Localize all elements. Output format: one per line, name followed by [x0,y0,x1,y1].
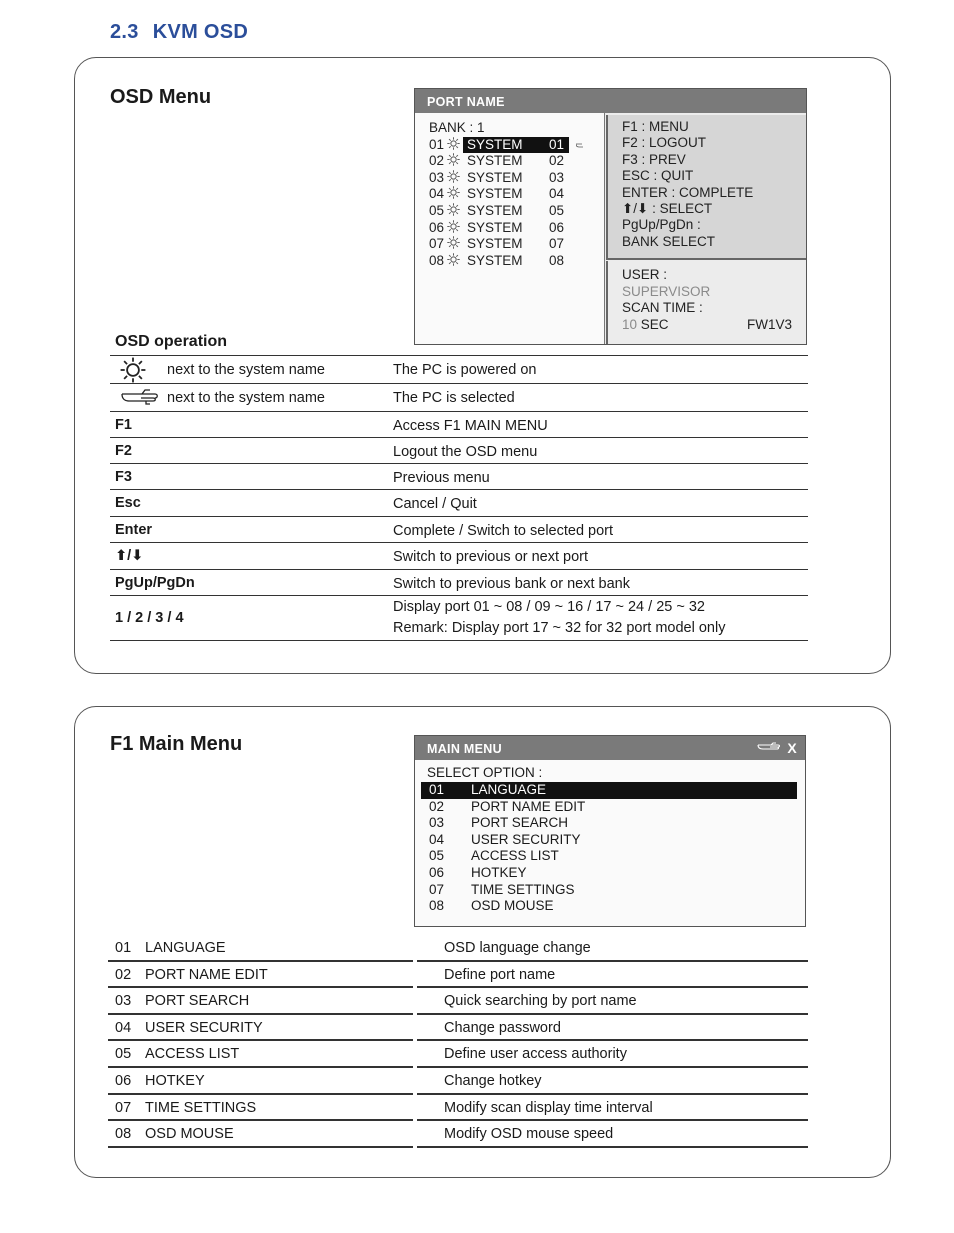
section-number: 2.3 [110,21,139,43]
operation-desc: Complete / Switch to selected port [393,523,614,539]
menu-item-label: ACCESS LIST [471,848,559,864]
main-menu-row-desc: Change hotkey [444,1072,542,1089]
port-index: 06 [549,219,565,235]
operation-row [110,542,808,569]
port-row[interactable] [429,137,569,154]
sun-icon [447,170,463,183]
operation-desc: Switch to previous or next port [393,549,589,565]
port-row[interactable] [429,253,569,270]
menu-item-number: 04 [429,831,445,847]
bank-label: BANK : 1 [429,120,485,135]
operation-key: PgUp/PgDn [115,575,195,591]
operation-desc: The PC is powered on [393,362,537,378]
port-row[interactable] [429,220,569,237]
port-row[interactable] [429,153,569,170]
port-index: 03 [549,169,565,185]
close-icon[interactable]: X [787,740,797,756]
menu-item-port-name-edit[interactable] [421,799,797,816]
menu-item-time-settings[interactable] [421,882,797,899]
main-menu-row-number: 07 [115,1099,132,1116]
operation-row [110,516,808,542]
port-row[interactable] [429,203,569,220]
menu-item-label: HOTKEY [471,864,527,880]
main-menu-row-desc: Change password [444,1019,561,1036]
port-index: 04 [549,186,565,202]
menu-item-label: USER SECURITY [471,831,581,847]
help-pane [606,115,806,260]
main-menu-row-name: PORT NAME EDIT [145,966,268,983]
operation-key: F3 [115,469,132,485]
operation-row [110,489,808,516]
operation-desc: Access F1 MAIN MENU [393,418,548,434]
operation-row [110,595,808,641]
main-menu-row-number: 03 [115,993,132,1010]
port-name: SYSTEM [467,186,523,202]
hand-icon [576,142,584,148]
main-menu-row [108,1068,808,1095]
port-index: 01 [549,137,569,154]
sun-icon [120,357,146,383]
operation-key: 1 / 2 / 3 / 4 [115,610,184,626]
menu-item-osd-mouse[interactable] [421,898,797,915]
operation-row [110,463,808,489]
section-name: KVM OSD [152,21,249,43]
main-menu-row-number: 02 [115,966,132,983]
help-item: BANK SELECT [622,233,716,249]
main-menu-row [108,935,808,962]
column-gap [413,1146,417,1148]
operation-key: Esc [115,495,141,511]
port-number: 06 [429,219,445,235]
main-menu-row [108,988,808,1015]
main-menu-row [108,1041,808,1068]
port-number: 04 [429,186,445,202]
sun-icon [447,253,463,266]
menu-item-number: 08 [429,898,445,914]
operation-key: next to the system name [167,362,325,378]
help-item: F3 : PREV [622,151,686,167]
sun-icon [447,153,463,166]
user-value: SUPERVISOR [622,283,711,299]
user-info-pane [606,261,806,344]
operation-row [110,437,808,463]
sun-icon [447,236,463,249]
port-name: SYSTEM [467,153,523,169]
sun-icon [447,203,463,216]
operation-desc: The PC is selected [393,390,515,406]
port-number: 08 [429,252,445,268]
main-menu-row-number: 01 [115,940,132,956]
osd-menu-heading: OSD Menu [110,86,212,108]
main-menu-row-number: 06 [115,1072,132,1089]
port-name: SYSTEM [467,169,523,185]
main-menu-row-number: 04 [115,1019,132,1036]
main-menu-row [108,1121,808,1148]
main-menu-row-name: ACCESS LIST [145,1046,240,1063]
operation-desc: Switch to previous bank or next bank [393,576,630,592]
operation-desc: Cancel / Quit [393,496,477,512]
section-title [110,21,248,44]
port-index: 05 [549,202,565,218]
hand-icon [120,388,160,406]
port-list-pane [415,113,605,344]
main-menu-row-desc: Modify scan display time interval [444,1099,653,1116]
port-name: SYSTEM [467,252,523,268]
main-menu-row-name: TIME SETTINGS [145,1099,257,1116]
help-item: PgUp/PgDn : [622,217,701,233]
main-menu-row-number: 08 [115,1126,132,1143]
sun-icon [447,220,463,233]
main-menu-row-name: PORT SEARCH [145,993,250,1010]
main-menu-row-desc: Quick searching by port name [444,993,637,1010]
operation-row [110,383,808,411]
sun-icon [447,186,463,199]
port-row[interactable] [429,236,569,253]
osd-operation-heading: OSD operation [115,333,228,350]
port-name: SYSTEM [467,236,523,252]
operation-row [110,411,808,437]
osd-port-name-screen [414,88,807,345]
main-menu-row-number: 05 [115,1046,132,1063]
help-item: ENTER : COMPLETE [622,184,754,200]
menu-item-number: 03 [429,815,445,831]
port-number: 05 [429,202,445,218]
osd-main-menu-screen [414,735,806,927]
scan-time-value: 10 [622,316,638,332]
menu-item-label: PORT SEARCH [471,815,569,831]
user-label: USER : [622,267,668,282]
help-item: ⬆/⬇ : SELECT [622,200,713,216]
help-item: F1 : MENU [622,119,689,134]
scan-time-unit: SEC [640,316,669,332]
select-option-label: SELECT OPTION : [427,765,543,780]
port-index: 08 [549,252,565,268]
scan-time-label: SCAN TIME : [622,300,703,316]
menu-item-number: 06 [429,864,445,880]
port-name: SYSTEM [467,219,523,235]
menu-item-number: 05 [429,848,445,864]
main-menu-row-name: LANGUAGE [145,940,226,956]
main-menu-row-name: OSD MOUSE [145,1126,234,1143]
main-menu-row-desc: Modify OSD mouse speed [444,1126,614,1143]
operation-key: F2 [115,443,132,459]
port-number: 07 [429,236,445,252]
main-menu-row-desc: Define user access authority [444,1046,627,1063]
menu-item-number: 01 [429,782,445,797]
menu-item-label: PORT NAME EDIT [471,798,586,814]
menu-item-number: 07 [429,881,445,897]
operation-row [110,569,808,595]
menu-item-label: TIME SETTINGS [471,881,575,897]
main-menu-title: MAIN MENU [427,742,502,756]
menu-item-label: LANGUAGE [471,782,547,797]
operation-key: next to the system name [167,390,325,406]
port-name: SYSTEM [467,202,523,218]
main-menu-row [108,962,808,989]
operation-key: F1 [115,417,132,433]
main-menu-row [108,1095,808,1122]
port-name: SYSTEM [463,137,549,154]
operation-desc: Previous menu [393,470,490,486]
port-number: 03 [429,169,445,185]
port-number: 02 [429,153,445,169]
main-menu-row-name: USER SECURITY [145,1019,263,1036]
menu-item-port-search[interactable] [421,815,797,832]
menu-item-label: OSD MOUSE [471,898,554,914]
help-item: F2 : LOGOUT [622,135,707,151]
menu-item-number: 02 [429,798,445,814]
osd-operation-table [110,355,808,641]
port-row[interactable] [429,186,569,203]
port-number: 01 [429,136,445,152]
firmware-version: FW1V3 [746,317,792,332]
operation-key: ⬆/⬇ [115,548,144,564]
menu-item-language[interactable] [421,782,797,799]
help-item: ESC : QUIT [622,168,694,184]
port-index: 07 [549,236,565,252]
menu-item-hotkey[interactable] [421,865,797,882]
operation-row [110,355,808,383]
port-index: 02 [549,153,565,169]
osd-title-bar: PORT NAME [415,89,806,113]
main-menu-row-name: HOTKEY [145,1072,205,1089]
main-menu-row [108,1015,808,1042]
main-menu-table [108,935,808,1148]
hand-icon [757,741,781,751]
port-row[interactable] [429,170,569,187]
f1-main-menu-heading: F1 Main Menu [110,733,243,755]
operation-desc: Display port 01 ~ 08 / 09 ~ 16 / 17 ~ 24 / 25 ~ 32 [393,599,705,615]
operation-key: Enter [115,522,153,538]
operation-remark: Remark: Display port 17 ~ 32 for 32 port model only [393,620,726,636]
menu-item-user-security[interactable] [421,832,797,849]
operation-desc: Logout the OSD menu [393,444,538,460]
sun-icon [447,137,463,150]
main-menu-title-bar [415,736,805,760]
main-menu-row-desc: Define port name [444,966,556,983]
menu-item-access-list[interactable] [421,848,797,865]
main-menu-row-desc: OSD language change [444,940,591,956]
